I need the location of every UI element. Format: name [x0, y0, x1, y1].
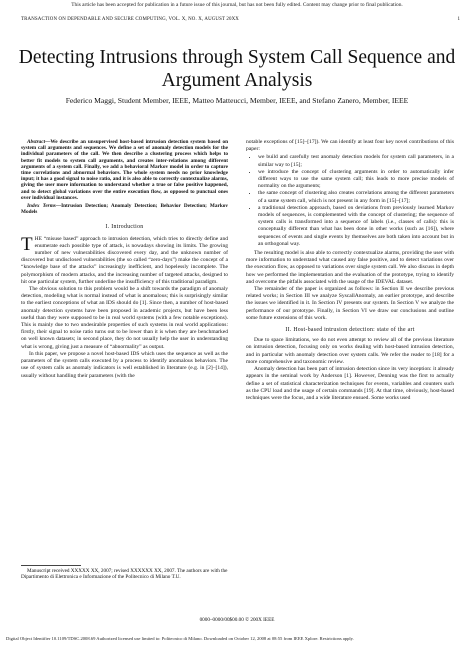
footnote-separator	[21, 565, 81, 566]
right-column	[246, 139, 454, 402]
manuscript-footnote: Manuscript received XXXXX XX, 2007; revised XXXXXX XX, 2007. The authors are with the Dipartimento di Elettronica e Informazione of the Politecnico di Milano T.U.	[21, 568, 228, 581]
list-item: • we build and carefully test anomaly detection models for system call parameters, in a similar way to [15];	[258, 154, 454, 168]
list-item: • a traditional detection approach, based on deviations from previously learned Markov models of sequences, is complemented with the concept of clustering; the sequence of system calls is transformed into a sequence of labels (i.e., classes of calls): this is conceptually different than what has been done in other works (such as [16]), where sequences of events and single events by themselves are both taken into account but in an orthogonal way.	[258, 205, 454, 248]
section-heading-state-of-art: II. Host-based intrusion detection: state of the art	[285, 327, 415, 334]
body-paragraph: The resulting model is also able to correctly contextualize alarms, providing the user with more information to understand what caused any false positive, and to detect variations over the execution flow, as opposed to variations over single system call. We also discuss in depth how we performed the implementation and the evaluation of the prototype, trying to identify and overcome the pitfalls associated with the usage of the IDEVAL dataset.	[246, 250, 454, 285]
paper-title: Detecting Intrusions through System Call Sequence and Argument Analysis	[18, 47, 456, 91]
contributions-intro: notable exceptions of [15]–[17]). We can identify at least four key novel contributions of this paper:	[246, 139, 454, 153]
intro-paragraph: The obvious solution to this problem would be a shift towards the paradigm of anomaly detection, modeling what is normal instead of what is anomalous; this is surprisingly similar to the earliest conceptions of what an IDS should do [1]. Since then, a number of host-based anomaly detection systems have been proposed in academic projects, but have been less useful than they were supposed to be in real world systems (with a few notable exceptions). This is mainly due to two undesirable properties of such systems in real world applications: firstly, their signal to noise ratio turns out to be lower than it is when they are benchmarked on well known datasets; in second place, they do not usually help the user in understanding what is wrong, giving just a measure of “abnormality” as output.	[21, 286, 228, 350]
index-terms-lead: Index Terms	[27, 203, 56, 210]
body-paragraph: Anomaly detection has been part of intrusion detection since its very inception: it already appears in the seminal work by Anderson [1]. However, Denning was the first to actually define a set of statistical characterization techniques for events, variables and counters such as the CPU load and the usage of certain commands [19]. At that time, obviously, host-based techniques were the focus, and a wide literature ensued. Some works used	[246, 366, 454, 401]
abstract	[21, 139, 228, 201]
left-column	[21, 139, 228, 380]
list-item: • the same concept of clustering also creates correlations among the different parameters of a same system call, which is not present in any form in [15]–[17];	[258, 190, 454, 204]
list-item: • we introduce the concept of clustering arguments in order to automatically infer different ways to use the same system call; this leads to more precise models of normality on the arguments;	[258, 169, 454, 191]
page-number: 1	[457, 17, 460, 22]
journal-line: TRANSACTION ON DEPENDABLE AND SECURE COMPUTING, VOL. X, NO. X, AUGUST 20XX	[21, 17, 239, 22]
publication-notice: This article has been accepted for publication in a future issue of this journal, but has not been fully edited. Content may change prior to final publication.	[71, 2, 403, 8]
body-paragraph: Due to space limitations, we do not even attempt to review all of the previous literature on intrusion detection, focusing only on works dealing with host-based intrusion detection, and in particular with anomaly detection over system calls. We refer the reader to [18] for a more comprehensive and taxonomic review.	[246, 337, 454, 365]
intro-paragraph: In this paper, we propose a novel host-based IDS which uses the sequence as well as the parameters of the system calls executed by a process to identify anomalous behaviors. The use of system calls as anomaly indicators is well established in literature (e.g. in [2]–[14]), usually without handling their parameters (with the	[21, 350, 228, 379]
abstract-text: —We describe an unsupervised host-based intrusion detection system based on system call arguments and sequences. We define a set of anomaly detection models for the individual parameters of the call. We then describe a clustering process which helps to better fit models to system call arguments, and creates inter-relations among different arguments of a system call. Finally, we add a behavioral Markov model in order to capture time correlations and abnormal behaviors. The whole system needs no prior knowledge input; it has a good signal to noise ratio, and it is also able to correctly contextualize alarms, giving the user more information to understand whether a true or false positive happened, and to detect global variations over the entire execution flow, as opposed to punctual ones over individual instances.	[21, 139, 228, 201]
section-heading-introduction: I. Introduction	[105, 224, 144, 231]
abstract-lead: Abstract	[27, 139, 46, 145]
intro-paragraph: THE “misuse based” approach to intrusion detection, which tries to directly define and enumerate each possible type of attack, is nowadays showing its limits. The growing number of new vulnerabilities discovered every day, and the unknown number of discovered but undisclosed vulnerabilities (the so called “zero-days”) make the concept of a “knowledge base of the attacks” increasingly inefficient, and hopelessly incomplete. The polymorphism of modern attacks, and the increasing number of targeted attacks, designed to hit one particular system, further underline the insufficiency of this traditional paradigm.	[21, 233, 228, 285]
body-paragraph: The remainder of the paper is organized as follows: in Section II we describe previous related works; in Section III we analyze SyscallAnomaly, an earlier prototype, and describe the issues we identified in it. In Section IV presents our system. In Section V we analyze the performance of our prototype. Finally, in Section VI we draw our conclusions and outline some future extensions of this work.	[246, 286, 454, 321]
author-list: Federico Maggi, Student Member, IEEE, Matteo Matteucci, Member, IEEE, and Stefano Zanero, Member, IEEE	[65, 96, 409, 105]
contributions-list	[246, 154, 454, 248]
index-terms	[21, 203, 228, 215]
copyright-line: 0000–0000/00$00.00 © 200X IEEE	[199, 617, 275, 623]
doi-and-license-note: Digital Object Identifier 10.1109/TDSC.2008.69 Authorized licensed use limited to: Politecnico di Milano. Downloaded on October 12, 2008 at 08:55 from IEEE Xplore. Restrictions apply.	[6, 636, 354, 641]
index-terms-text: —Intrusion Detection; Anomaly Detection; Behavior Detection; Markov Models	[21, 203, 228, 216]
